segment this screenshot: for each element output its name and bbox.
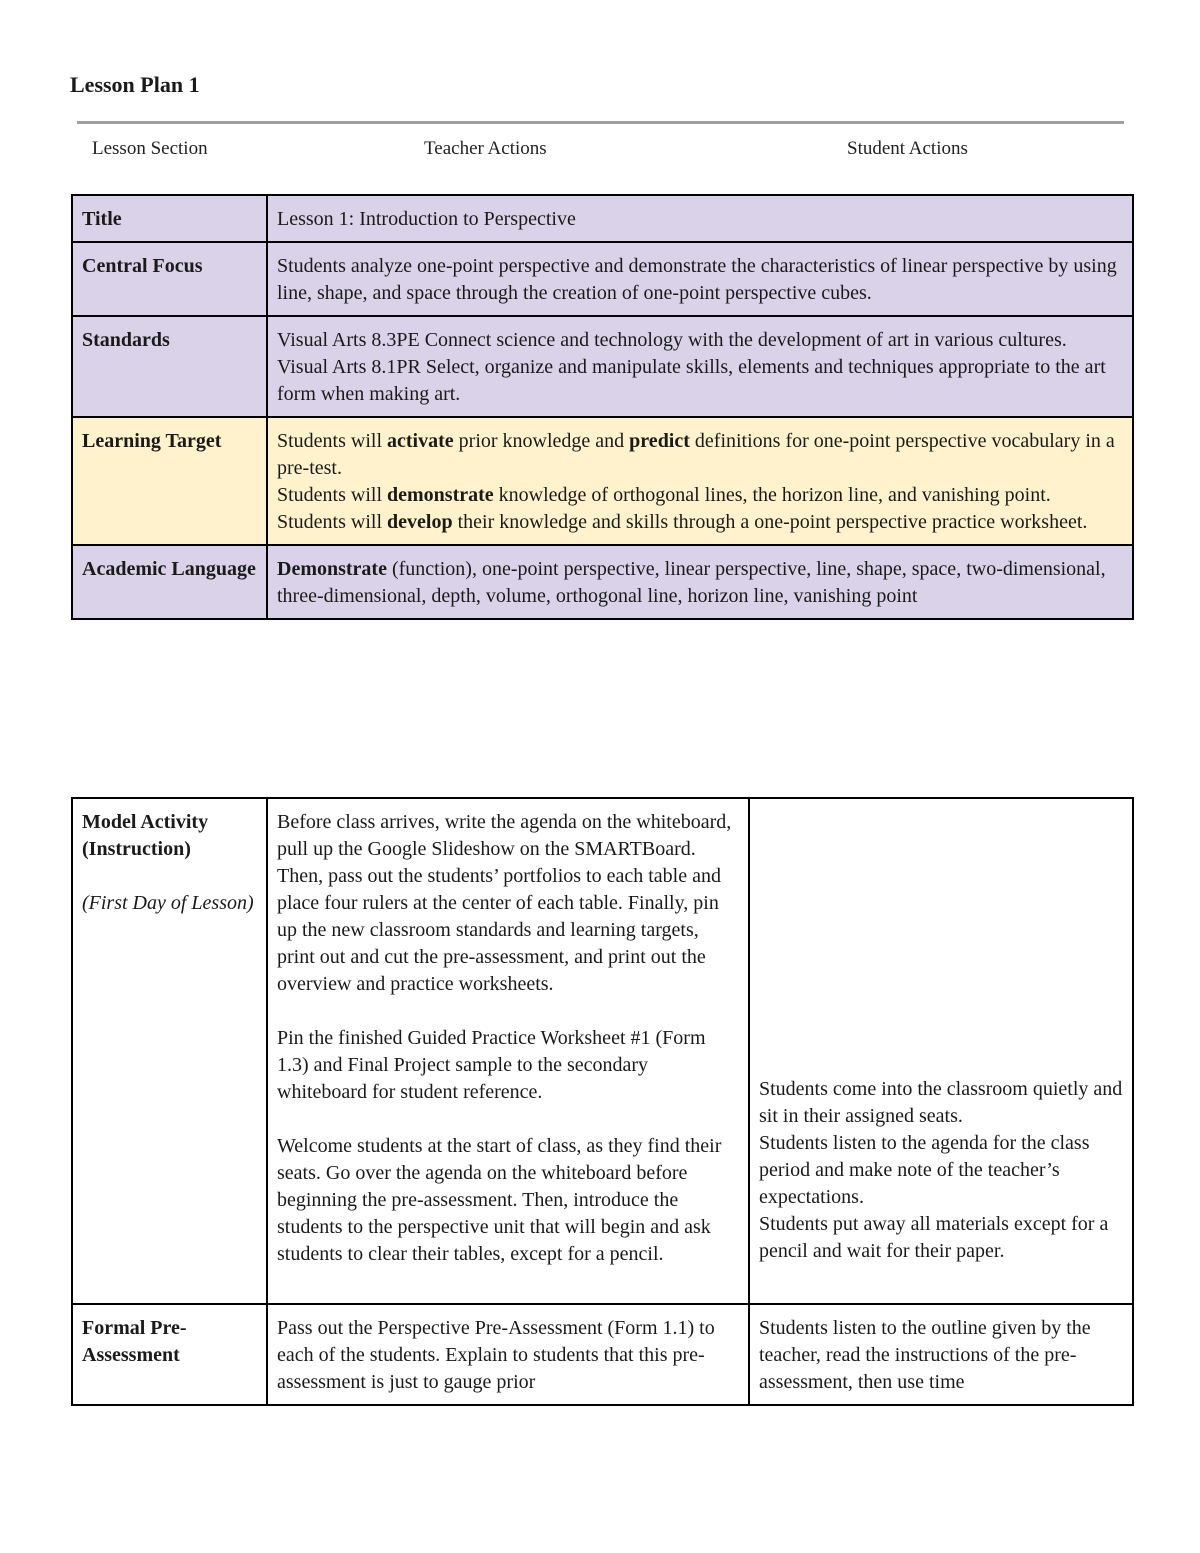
student-paragraph: Students put away all materials except for a pencil and wait for their paper. [759, 1213, 1109, 1262]
keyword-develop: develop [387, 511, 453, 533]
central-focus-label: Central Focus [72, 242, 267, 316]
teacher-paragraph: Welcome students at the start of class, as they find their seats. Go over the agenda on the whiteboard before beginning the pre-assessment. Then, introduce the students to the perspective unit that will begin and ask students to clear their tables, except for a pencil. [277, 1135, 722, 1265]
learning-target-item: Students will demonstrate knowledge of orthogonal lines, the horizon line, and vanishing point. [277, 484, 1051, 506]
central-focus-row [72, 242, 1133, 316]
pre-assessment-label: Formal Pre-Assessment [72, 1304, 267, 1405]
academic-language-value: Demonstrate (function), one-point perspective, linear perspective, line, shape, space, two-dimensional, three-dimensional, depth, volume, orthogonal line, horizon line, vanishing point [267, 545, 1133, 619]
title-value: Lesson 1: Introduction to Perspective [267, 195, 1133, 242]
standards-value [267, 316, 1133, 417]
pre-assessment-teacher-actions: Pass out the Perspective Pre-Assessment (Form 1.1) to each of the students. Explain to students that this pre-assessment is just to gauge prior [267, 1304, 749, 1405]
column-header-student-actions: Student Actions [847, 138, 968, 159]
pre-assessment-student-actions: Students listen to the outline given by the teacher, read the instructions of the pre-assessment, then use time [749, 1304, 1133, 1405]
academic-language-row [72, 545, 1133, 619]
model-activity-label [72, 798, 267, 1304]
title-label: Title [72, 195, 267, 242]
document-title: Lesson Plan 1 [70, 72, 200, 97]
overview-table [71, 194, 1134, 620]
keyword-demonstrate-function: Demonstrate [277, 558, 387, 580]
model-activity-student-actions [749, 798, 1133, 1304]
central-focus-value: Students analyze one-point perspective and demonstrate the characteristics of linear perspective by using line, shape, and space through the creation of one-point perspective cubes. [267, 242, 1133, 316]
standards-label: Standards [72, 316, 267, 417]
learning-target-item: Students will develop their knowledge and skills through a one-point perspective practice worksheet. [277, 511, 1088, 533]
model-activity-sublabel: (First Day of Lesson) [82, 892, 254, 914]
student-paragraph: Students listen to the agenda for the class period and make note of the teacher’s expectations. [759, 1132, 1090, 1208]
student-paragraph: Students come into the classroom quietly and sit in their assigned seats. [759, 1078, 1123, 1127]
column-header-lesson-section: Lesson Section [92, 138, 208, 159]
learning-target-item: Students will activate prior knowledge and predict definitions for one-point perspective vocabulary in a pre-test. [277, 430, 1115, 479]
teacher-paragraph: Before class arrives, write the agenda on the whiteboard, pull up the Google Slideshow on the SMARTBoard. Then, pass out the students’ portfolios to each table and place four rulers at the center of each table. Finally, pin up the new classroom standards and learning targets, print out and cut the pre-assessment, and print out the overview and practice worksheets. [277, 811, 732, 995]
learning-target-row [72, 417, 1133, 545]
keyword-demonstrate: demonstrate [387, 484, 494, 506]
standards-row [72, 316, 1133, 417]
keyword-activate: activate [387, 430, 454, 452]
keyword-predict: predict [629, 430, 690, 452]
pre-assessment-row [72, 1304, 1133, 1405]
standard-item: Visual Arts 8.3PE Connect science and technology with the development of art in various cultures. [277, 329, 1067, 351]
teacher-paragraph: Pin the finished Guided Practice Worksheet #1 (Form 1.3) and Final Project sample to the secondary whiteboard for student reference. [277, 1027, 706, 1103]
model-activity-row [72, 798, 1133, 1304]
column-header-teacher-actions: Teacher Actions [424, 138, 547, 159]
title-row [72, 195, 1133, 242]
header-divider [77, 121, 1124, 124]
model-activity-title: Model Activity (Instruction) [82, 811, 209, 860]
activities-table [71, 797, 1134, 1406]
learning-target-value [267, 417, 1133, 545]
model-activity-teacher-actions [267, 798, 749, 1304]
academic-language-label: Academic Language [72, 545, 267, 619]
learning-target-label: Learning Target [72, 417, 267, 545]
standard-item: Visual Arts 8.1PR Select, organize and manipulate skills, elements and techniques appropriate to the art form when making art. [277, 356, 1106, 405]
